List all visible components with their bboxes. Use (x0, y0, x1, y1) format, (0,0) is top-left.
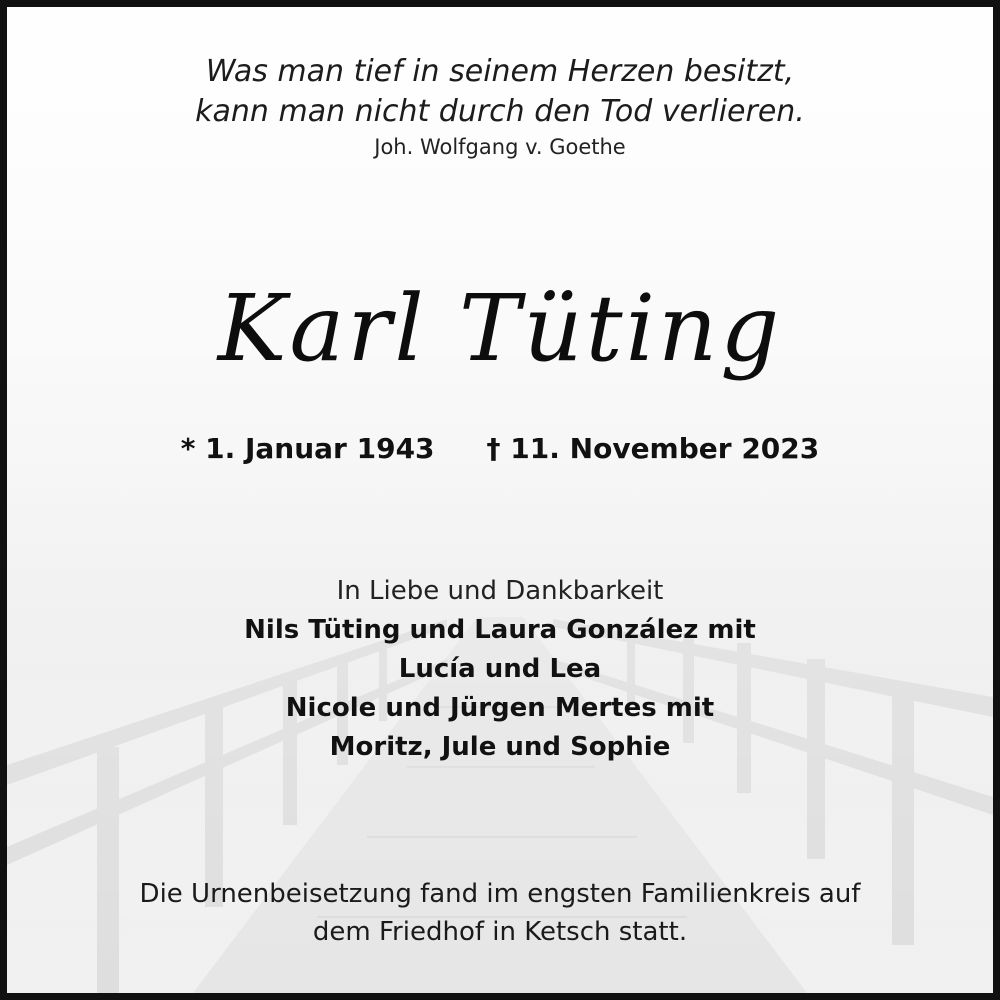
quote-line-1: Was man tief in seinem Herzen besitzt, (205, 54, 795, 89)
mourners-intro: In Liebe und Dankbarkeit (336, 576, 664, 606)
mourners-block (7, 572, 993, 767)
deceased-name: Karl Tüting (217, 275, 783, 382)
quote (7, 52, 993, 132)
birth-date: * 1. Januar 1943 (180, 432, 435, 465)
mourner-line: Lucía und Lea (398, 654, 602, 684)
quote-author: Joh. Wolfgang v. Goethe (374, 135, 626, 159)
burial-line-1: Die Urnenbeisetzung fand im engsten Familienkreis auf (139, 879, 861, 909)
mourner-line: Moritz, Jule und Sophie (329, 732, 671, 762)
quote-line-2: kann man nicht durch den Tod verlieren. (195, 94, 805, 129)
mourner-line: Nils Tüting und Laura González mit (244, 615, 756, 645)
death-date: † 11. November 2023 (486, 432, 820, 465)
mourner-line: Nicole und Jürgen Mertes mit (285, 693, 715, 723)
burial-line-2: dem Friedhof in Ketsch statt. (312, 917, 688, 947)
life-dates (7, 432, 993, 465)
burial-note (7, 875, 993, 951)
